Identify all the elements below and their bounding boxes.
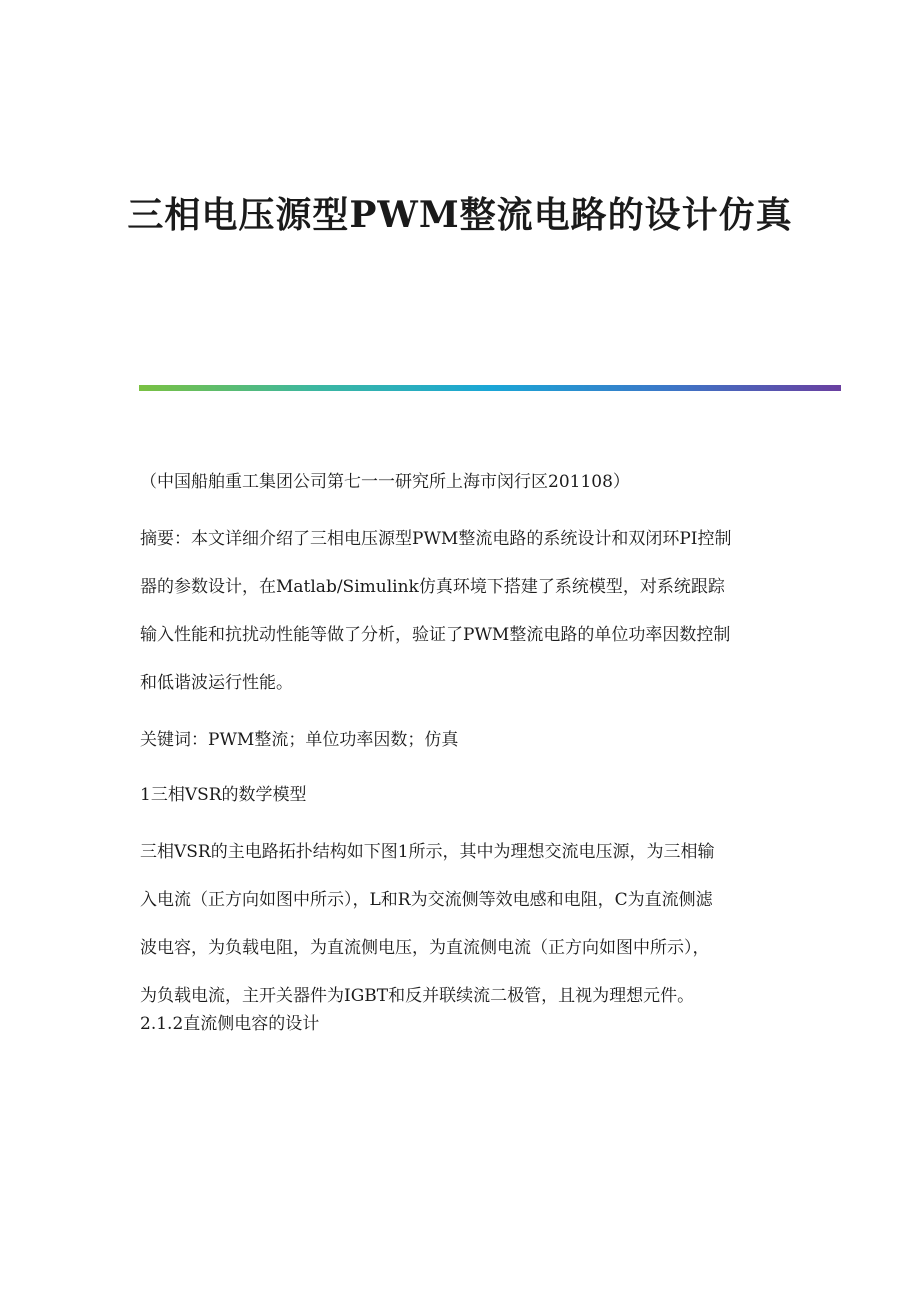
section-1-heading xyxy=(140,771,790,819)
abstract-line-1: 摘要：本文详细介绍了三相电压源型PWM整流电路的系统设计和双闭环PI控制 xyxy=(140,529,732,549)
section-2-heading xyxy=(140,1000,790,1048)
title-divider xyxy=(139,385,841,391)
section-1-line-2: 入电流（正方向如图中所示），L和R为交流侧等效电感和电阻，C为直流侧滤 xyxy=(140,890,713,910)
section-1-body xyxy=(140,828,790,1020)
section-1-line-1: 三相VSR的主电路拓扑结构如下图1所示，其中为理想交流电压源，为三相输 xyxy=(140,842,715,862)
abstract-line-4: 和低谐波运行性能。 xyxy=(140,673,293,693)
keywords xyxy=(140,716,790,764)
abstract-line-2: 器的参数设计，在Matlab/Simulink仿真环境下搭建了系统模型，对系统跟踪 xyxy=(140,577,725,597)
section-1-heading-text: 1三相VSR的数学模型 xyxy=(140,785,307,805)
affiliation-text: （中国船舶重工集团公司第七一一研究所上海市闵行区201108） xyxy=(140,472,630,492)
keywords-text: 关键词：PWM整流；单位功率因数；仿真 xyxy=(140,730,459,750)
affiliation xyxy=(140,458,790,506)
abstract-line-3: 输入性能和抗扰动性能等做了分析，验证了PWM整流电路的单位功率因数控制 xyxy=(140,625,731,645)
section-1-line-3: 波电容，为负载电阻，为直流侧电压，为直流侧电流（正方向如图中所示）， xyxy=(140,938,710,958)
abstract xyxy=(140,515,790,707)
section-2-heading-text: 2.1.2直流侧电容的设计 xyxy=(140,1014,320,1034)
document-title: 三相电压源型PWM整流电路的设计仿真 xyxy=(127,194,793,236)
section-1-line-4: 为负载电流，主开关器件为IGBT和反并联续流二极管，且视为理想元件。 xyxy=(140,986,695,1006)
